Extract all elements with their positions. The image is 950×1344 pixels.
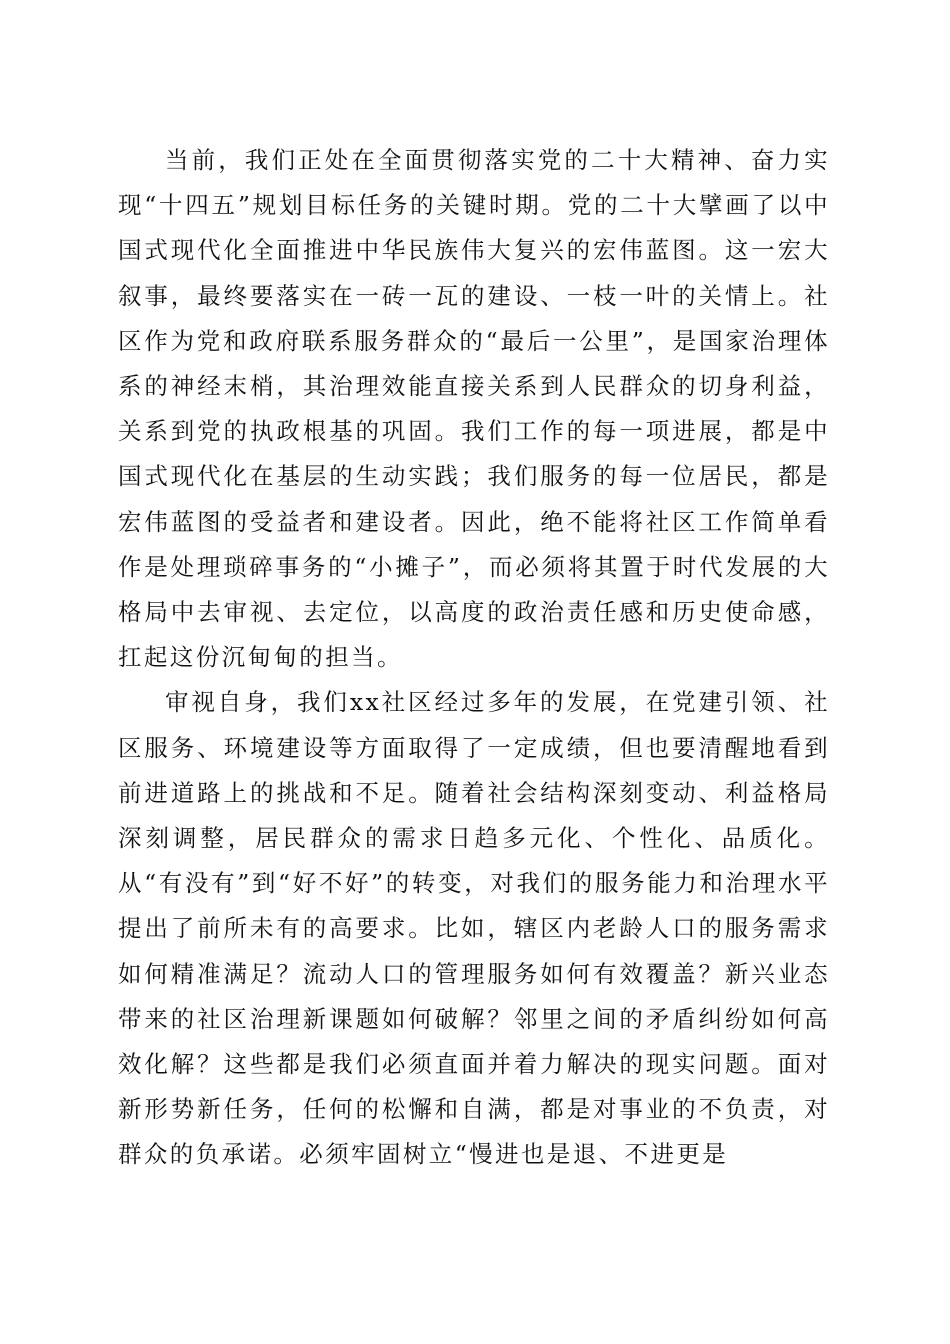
paragraph-2: 审视自身，我们xx社区经过多年的发展，在党建引领、社区服务、环境建设等方面取得了一定成绩，但也要清醒地看到前进道路上的挑战和不足。随着社会结构深刻变动、利益格局深刻调整，居民群众的需求日趋多元化、个性化、品质化。从“有没有”到“好不好”的转变，对我们的服务能力和治理水平提出了前所未有的高要求。比如，辖区内老龄人口的服务需求如何精准满足？流动人口的管理服务如何有效覆盖？新兴业态带来的社区治理新课题如何破解？邻里之间的矛盾纠纷如何高效化解？这些都是我们必须直面并着力解决的现实问题。面对新形势新任务，任何的松懈和自满，都是对事业的不负责，对群众的负承诺。必须牢固树立“慢进也是退、不进更是 <box>118 688 830 1169</box>
document-body <box>118 138 830 1178</box>
paragraph-1: 当前，我们正处在全面贯彻落实党的二十大精神、奋力实现“十四五”规划目标任务的关键时期。党的二十大擘画了以中国式现代化全面推进中华民族伟大复兴的宏伟蓝图。这一宏大叙事，最终要落实在一砖一瓦的建设、一枝一叶的关情上。社区作为党和政府联系服务群众的“最后一公里”，是国家治理体系的神经末梢，其治理效能直接关系到人民群众的切身利益，关系到党的执政根基的巩固。我们工作的每一项进展，都是中国式现代化在基层的生动实践；我们服务的每一位居民，都是宏伟蓝图的受益者和建设者。因此，绝不能将社区工作简单看作是处理琐碎事务的“小摊子”，而必须将其置于时代发展的大格局中去审视、去定位，以高度的政治责任感和历史使命感，扛起这份沉甸甸的担当。 <box>118 146 830 672</box>
